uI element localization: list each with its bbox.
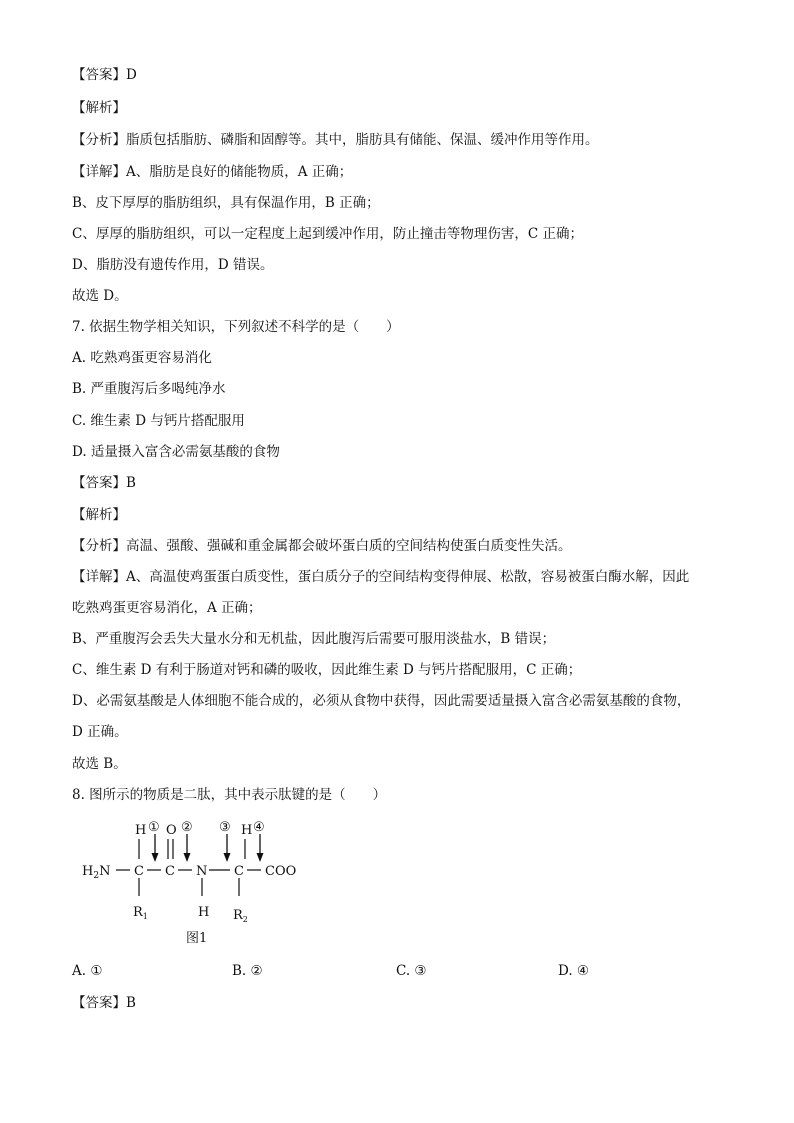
h2n-group: $H_2N$ [82,864,111,881]
q6-detail: 【详解】A、脂肪是良好的储能物质，A 正确； [72,164,353,180]
figure-caption: 图1 [186,931,208,946]
marker-1: ① [148,820,160,835]
q7-analysis-heading: 【解析】 [72,507,126,523]
amide-nitrogen: N [196,864,208,879]
arrow-4-head [257,853,264,862]
carbonyl-carbon: C [165,864,175,879]
q7-option-d-explain-line1: D、必需氨基酸是人体细胞不能合成的，必须从食物中获得，因此需要适量摄入富含必需氨基酸的食物， [72,693,691,709]
q7-detail-line1: 【详解】A、高温使鸡蛋蛋白质变性，蛋白质分子的空间结构变得伸展、松散，容易被蛋白酶水解，因此 [72,569,690,585]
q6-option-b-explain: B、皮下厚厚的脂肪组织，具有保温作用，B 正确； [72,195,380,211]
q6-fenxi: 【分析】脂质包括脂肪、磷脂和固醇等。其中，脂肪具有储能、保温、缓冲作用等作用。 [72,132,599,148]
q8-answer: 【答案】B [72,995,136,1011]
arrow-1-head [152,853,159,862]
arrow-3-head [224,853,231,862]
alpha-carbon-1: C [134,864,144,879]
q7-option-d: D. 适量摄入富含必需氨基酸的食物 [72,444,280,460]
q7-option-c: C. 维生素 D 与钙片搭配服用 [72,413,245,429]
marker-4: ④ [253,820,265,835]
q7-option-b-explain: B、严重腹泻会丢失大量水分和无机盐，因此腹泻后需要可服用淡盐水，B 错误； [72,631,556,647]
r1-group: $R_1$ [133,905,148,921]
marker-2: ② [181,820,193,835]
q8-option-b: B. ② [232,963,263,979]
alpha-carbon-2: C [234,864,244,879]
q7-answer: 【答案】B [72,475,136,491]
q8-stem: 8. 图所示的物质是二肽，其中表示肽键的是（ ） [72,787,387,803]
q6-option-c-explain: C、厚厚的脂肪组织，可以一定程度上起到缓冲作用，防止撞击等物理伤害，C 正确； [72,226,583,242]
q6-answer: 【答案】D [72,67,137,83]
q8-option-a: A. ① [72,963,103,979]
q7-conclusion: 故选 B。 [72,756,127,772]
top-hydrogen-2: H [241,823,253,838]
top-hydrogen-1: H [135,823,147,838]
q6-analysis-heading: 【解析】 [72,100,126,116]
arrow-2-head [184,853,191,862]
q7-fenxi: 【分析】高温、强酸、强碱和重金属都会破坏蛋白质的空间结构使蛋白质变性失活。 [72,538,572,554]
carboxyl-group: COO [265,864,297,879]
marker-3: ③ [219,820,231,835]
q7-option-a: A. 吃熟鸡蛋更容易消化 [72,350,212,366]
q8-option-d: D. ④ [558,963,590,979]
carbonyl-oxygen: O [166,823,177,838]
q6-conclusion: 故选 D。 [72,288,128,304]
r2-group: $R_2$ [233,908,248,924]
q8-option-c: C. ③ [396,963,427,979]
q7-stem: 7. 依据生物学相关知识，下列叙述不科学的是（ ） [72,319,400,335]
q7-option-d-explain-line2: D 正确。 [72,724,128,740]
bottom-hydrogen: H [198,905,210,920]
q6-option-d-explain: D、脂肪没有遗传作用，D 错误。 [72,257,274,273]
q7-detail-line2: 吃熟鸡蛋更容易消化，A 正确； [72,600,262,616]
dipeptide-structure-figure [72,812,312,952]
q7-option-b: B. 严重腹泻后多喝纯净水 [72,381,226,397]
q7-option-c-explain: C、维生素 D 有利于肠道对钙和磷的吸收，因此维生素 D 与钙片搭配服用，C 正确； [72,662,582,678]
